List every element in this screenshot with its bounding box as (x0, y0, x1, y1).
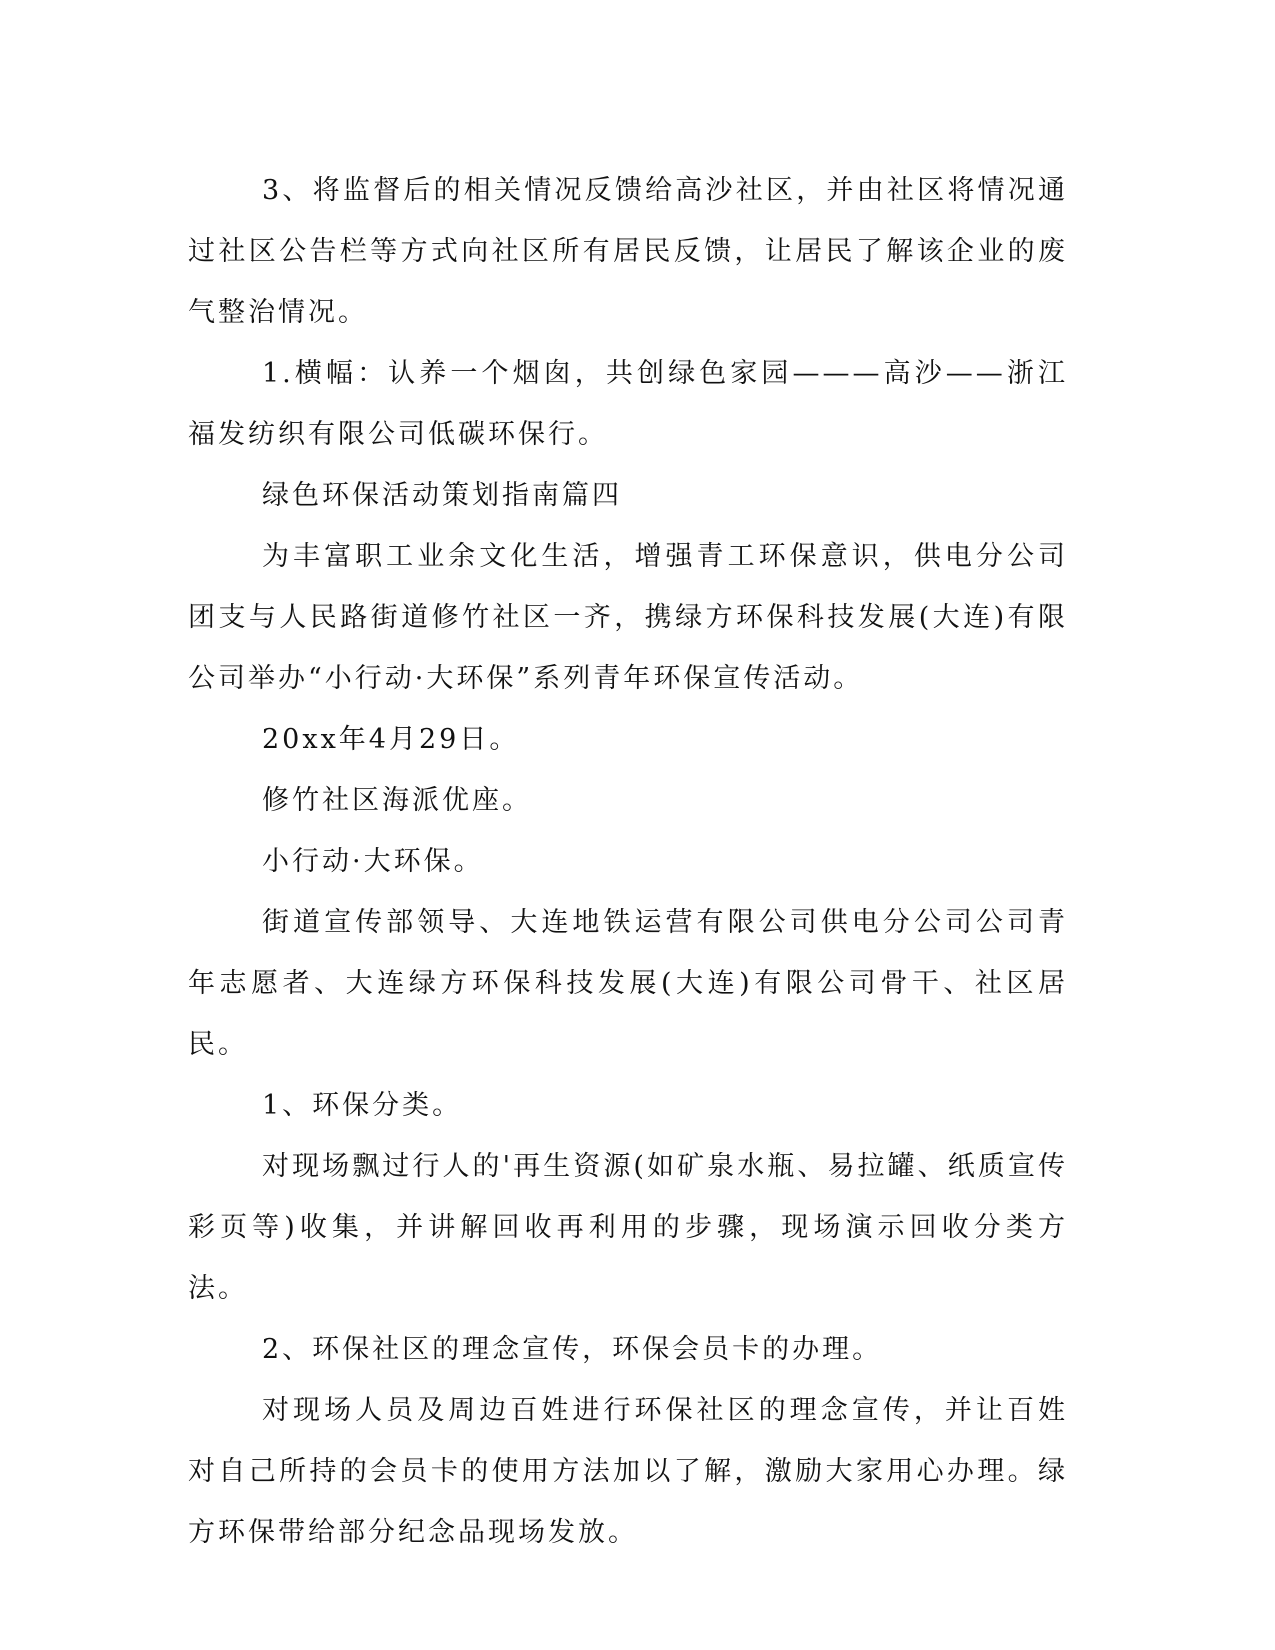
paragraph-date: 20xx年4月29日。 (262, 724, 520, 755)
paragraph-item-2-detail: 对现场人员及周边百姓进行环保社区的理念宣传，并让百姓对自己所持的会员卡的使用方法加以了解，激励大家用心办理。绿方环保带给部分纪念品现场发放。 (188, 1395, 1068, 1548)
paragraph-item-2: 2、环保社区的理念宣传，环保会员卡的办理。 (262, 1334, 883, 1365)
paragraph-location: 修竹社区海派优座。 (262, 785, 532, 816)
document-body (188, 160, 1068, 1563)
paragraph-theme: 小行动·大环保。 (262, 846, 484, 877)
paragraph-purpose: 为丰富职工业余文化生活，增强青工环保意识，供电分公司团支与人民路街道修竹社区一齐，携绿方环保科技发展(大连)有限公司举办“小行动·大环保”系列青年环保宣传活动。 (188, 541, 1068, 694)
section-heading: 绿色环保活动策划指南篇四 (262, 480, 622, 511)
paragraph-item-1-detail: 对现场飘过行人的'再生资源(如矿泉水瓶、易拉罐、纸质宣传彩页等)收集，并讲解回收再利用的步骤，现场演示回收分类方法。 (188, 1151, 1068, 1304)
paragraph-participants: 街道宣传部领导、大连地铁运营有限公司供电分公司公司青年志愿者、大连绿方环保科技发展(大连)有限公司骨干、社区居民。 (188, 907, 1068, 1060)
paragraph-feedback: 3、将监督后的相关情况反馈给高沙社区，并由社区将情况通过社区公告栏等方式向社区所有居民反馈，让居民了解该企业的废气整治情况。 (188, 175, 1068, 328)
paragraph-item-1: 1、环保分类。 (262, 1090, 463, 1121)
paragraph-banner: 1.横幅：认养一个烟囱，共创绿色家园———高沙——浙江福发纺织有限公司低碳环保行。 (188, 358, 1068, 450)
